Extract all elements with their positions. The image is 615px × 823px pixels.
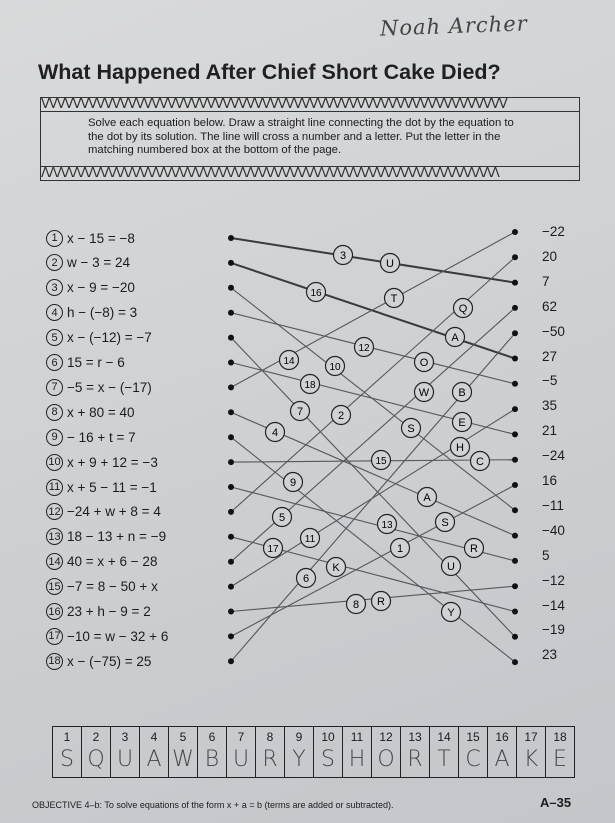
answer-value: 5	[542, 547, 550, 563]
crossing-label	[415, 383, 434, 402]
left-dot	[228, 409, 234, 415]
equation-number: 3	[46, 279, 63, 296]
answer-value: 35	[542, 398, 558, 414]
equation-number: 1	[46, 230, 63, 247]
answer-value: 62	[542, 298, 558, 314]
box-number: 2	[92, 730, 100, 744]
crossing-label	[372, 451, 391, 470]
answer-box[interactable]	[53, 727, 82, 777]
box-letter: R	[407, 747, 423, 772]
crossing-label-text: 7	[296, 406, 304, 418]
box-number: 3	[121, 730, 129, 744]
crossing-label-text: S	[441, 517, 449, 529]
answer-value: −5	[542, 373, 558, 389]
box-letter: Q	[87, 747, 105, 772]
crossing-label	[381, 254, 400, 273]
crossing-label	[355, 338, 374, 357]
left-dot	[228, 260, 234, 266]
box-letter: S	[60, 747, 74, 772]
crossing-label	[332, 406, 351, 425]
right-dot	[512, 634, 518, 640]
equation-number: 10	[46, 454, 63, 471]
left-dot	[228, 534, 234, 540]
box-letter: O	[377, 747, 395, 772]
crossing-label-text: 1	[396, 543, 404, 555]
crossing-label-text: R	[470, 543, 478, 555]
answer-box[interactable]	[546, 727, 574, 777]
crossing-label	[291, 402, 310, 421]
answer-box[interactable]	[459, 727, 488, 777]
box-number: 18	[553, 730, 567, 744]
crossing-label-text: 12	[358, 343, 370, 354]
box-number: 5	[179, 730, 187, 744]
equation-text: h − (−8) = 3	[67, 305, 138, 321]
crossing-label-text: 14	[283, 356, 295, 367]
crossing-label-text: 17	[267, 544, 279, 555]
left-dot	[228, 310, 234, 316]
crossing-label-text: O	[419, 357, 429, 369]
equation-number: 16	[46, 603, 63, 620]
box-letter: T	[437, 747, 451, 772]
right-dot	[512, 457, 518, 463]
box-number: 14	[437, 730, 451, 744]
box-number: 15	[466, 730, 480, 744]
equation-text: −5 = x − (−17)	[67, 379, 152, 395]
answer-box[interactable]	[343, 727, 372, 777]
equation-text: w − 3 = 24	[67, 255, 131, 271]
crossing-label-text: T	[390, 293, 398, 305]
left-dot	[228, 609, 234, 615]
box-letter: U	[232, 747, 250, 772]
crossing-label	[418, 488, 437, 507]
equation-text: x + 5 − 11 = −1	[67, 479, 157, 495]
crossing-label	[442, 603, 461, 622]
crossing-label-text: Q	[458, 303, 468, 315]
equation-text: x − (−12) = −7	[67, 330, 152, 346]
page-number: A–35	[540, 795, 572, 810]
answer-value: 27	[542, 348, 558, 364]
answer-value: 23	[542, 647, 558, 663]
equation-number: 15	[46, 578, 63, 595]
connection-line	[231, 238, 515, 283]
box-letter: U	[116, 747, 134, 772]
answer-box[interactable]	[517, 727, 546, 777]
left-dot	[228, 335, 234, 341]
crossing-label	[436, 513, 455, 532]
crossing-label-text: U	[447, 561, 455, 573]
connection-line	[231, 485, 515, 636]
crossing-label-text: 6	[302, 573, 310, 585]
box-number: 6	[208, 730, 216, 744]
answer-box[interactable]	[169, 727, 198, 777]
left-dot	[228, 285, 234, 291]
answer-box[interactable]	[314, 727, 343, 777]
answer-box[interactable]	[82, 727, 111, 777]
box-number: 12	[379, 730, 393, 744]
crossing-label	[266, 423, 285, 442]
left-dot	[228, 434, 234, 440]
crossing-label-text: 4	[271, 427, 279, 439]
equation-number: 11	[46, 479, 63, 496]
right-dot	[512, 356, 518, 362]
answer-box[interactable]	[401, 727, 430, 777]
crossing-label	[297, 569, 316, 588]
right-dot	[512, 406, 518, 412]
right-dot	[512, 280, 518, 286]
objective-text: OBJECTIVE 4–b: To solve equations of the form x + a = b (terms are added or subtracted).	[32, 800, 394, 810]
zigzag-border-top: VVVVVVVVVVVVVVVVVVVVVVVVVVVVVVVVVVVVVVVVVVVVVVVVVVVVVVVVVVV	[41, 98, 579, 112]
box-letter: R	[262, 747, 278, 772]
equation-text: 40 = x + 6 − 28	[67, 554, 158, 570]
equation-number: 4	[46, 304, 63, 321]
equation-number: 7	[46, 379, 63, 396]
left-dot	[228, 459, 234, 465]
right-dot	[512, 381, 518, 387]
answer-value: −22	[542, 224, 565, 239]
crossing-label	[446, 328, 465, 347]
answer-value: 7	[542, 273, 550, 289]
left-dot	[228, 384, 234, 390]
crossing-label-text: 9	[289, 477, 297, 489]
right-dot	[512, 305, 518, 311]
answer-value: −50	[542, 323, 565, 339]
right-dot	[512, 609, 518, 615]
crossing-label-text: 13	[381, 520, 393, 531]
crossing-label	[264, 539, 283, 558]
equation-text: x − (−75) = 25	[67, 653, 152, 669]
left-dot	[228, 633, 234, 639]
box-number: 17	[524, 730, 538, 744]
crossing-label	[372, 592, 391, 611]
crossing-label-text: K	[332, 562, 340, 574]
box-number: 9	[295, 730, 303, 744]
equation-text: 23 + h − 9 = 2	[67, 604, 151, 619]
crossing-label-text: W	[418, 387, 430, 399]
crossing-label-text: 3	[339, 250, 347, 262]
right-dot	[512, 431, 518, 437]
equation-number: 8	[46, 404, 63, 421]
answer-value: 16	[542, 473, 558, 488]
right-dot	[512, 558, 518, 564]
answer-value: −11	[542, 497, 564, 513]
answer-value: −40	[542, 522, 565, 538]
equation-number: 2	[46, 254, 63, 271]
crossing-label-text: B	[458, 387, 466, 399]
crossing-label-text: A	[423, 492, 431, 504]
equation-text: −7 = 8 − 50 + x	[67, 579, 158, 595]
equation-number: 13	[46, 528, 63, 545]
box-letter: K	[523, 747, 539, 772]
left-dot	[228, 559, 234, 565]
student-name: Noah Archer	[379, 11, 529, 41]
crossing-label	[402, 419, 421, 438]
crossing-label	[280, 351, 299, 370]
box-number: 13	[408, 730, 422, 744]
box-number: 1	[63, 730, 71, 744]
crossing-label-text: 11	[304, 534, 316, 545]
crossing-label-text: U	[386, 258, 394, 270]
right-dot	[512, 583, 518, 589]
box-letter: A	[146, 747, 162, 772]
crossing-label	[415, 353, 434, 372]
answer-box[interactable]	[372, 727, 401, 777]
right-dot	[512, 659, 518, 665]
crossing-label	[465, 539, 484, 558]
answer-box[interactable]	[140, 727, 169, 777]
crossing-label-text: Y	[447, 607, 455, 619]
answer-box[interactable]	[111, 727, 140, 777]
box-letter: Y	[292, 747, 306, 772]
equation-text: − 16 + t = 7	[67, 429, 136, 445]
right-dot	[512, 254, 518, 260]
crossing-label	[385, 289, 404, 308]
crossing-label	[273, 508, 292, 527]
left-dot	[228, 360, 234, 366]
crossing-label-text: A	[451, 332, 459, 344]
crossing-label	[471, 452, 490, 471]
crossing-label-text: 2	[337, 410, 345, 422]
answer-box[interactable]	[430, 727, 459, 777]
crossing-label-text: 15	[375, 456, 387, 467]
answer-value: 20	[542, 248, 558, 264]
left-dot	[228, 584, 234, 590]
answer-box[interactable]	[256, 727, 285, 777]
crossing-label-text: H	[456, 442, 464, 454]
crossing-label-text: 10	[329, 362, 341, 373]
instructions-text: Solve each equation below. Draw a straight line connecting the dot by the equation to the dot by its solution. The line will cross a number and a letter. Put the letter in the matching numbered box at the bottom of the page.	[88, 117, 514, 156]
box-number: 7	[237, 730, 245, 744]
equation-text: 18 − 13 + n = −9	[67, 529, 167, 545]
answer-box[interactable]	[198, 727, 227, 777]
answer-boxes	[52, 726, 575, 778]
equation-number: 5	[46, 329, 63, 346]
crossing-label-text: 5	[278, 512, 286, 524]
equation-text: −24 + w + 8 = 4	[67, 504, 161, 520]
equation-number: 14	[46, 553, 63, 570]
answer-value: 21	[542, 423, 558, 439]
box-number: 16	[495, 730, 509, 744]
equation-text: x + 9 + 12 = −3	[67, 454, 158, 470]
equation-number: 18	[46, 653, 63, 670]
answer-value: −19	[542, 622, 565, 638]
answer-value: −24	[542, 448, 565, 464]
answer-box[interactable]	[227, 727, 256, 777]
answer-value: −14	[542, 597, 565, 613]
right-dot	[512, 533, 518, 539]
crossing-label	[347, 595, 366, 614]
equation-text: −10 = w − 32 + 6	[67, 628, 169, 644]
crossing-label-text: E	[458, 417, 466, 429]
box-number: 8	[266, 730, 274, 744]
crossing-label	[378, 515, 397, 534]
crossing-label	[327, 558, 346, 577]
box-letter: W	[172, 747, 194, 772]
equation-number: 9	[46, 429, 63, 446]
equation-text: x − 15 = −8	[67, 230, 135, 246]
crossing-label-text: 16	[310, 288, 322, 299]
equation-text: x − 9 = −20	[67, 280, 135, 296]
right-dot	[512, 507, 518, 513]
left-dot	[228, 235, 234, 241]
left-dot	[228, 484, 234, 490]
equation-text: 15 = r − 6	[67, 355, 125, 370]
box-letter: H	[348, 747, 366, 772]
crossing-label-text: 18	[304, 380, 316, 391]
box-letter: C	[465, 747, 481, 772]
box-letter: S	[321, 747, 335, 772]
crossing-label	[284, 473, 303, 492]
right-dot	[512, 330, 518, 336]
zigzag-border-bottom: ΛΛΛΛΛΛΛΛΛΛΛΛΛΛΛΛΛΛΛΛΛΛΛΛΛΛΛΛΛΛΛΛΛΛΛΛΛΛΛΛΛΛΛΛΛΛΛΛΛΛΛΛΛΛΛΛΛΛ	[41, 166, 579, 180]
answer-value: −12	[542, 572, 565, 588]
equation-number: 12	[46, 503, 63, 520]
answer-box[interactable]	[285, 727, 314, 777]
left-dot	[228, 658, 234, 664]
equation-number: 17	[46, 628, 63, 645]
crossing-label	[454, 299, 473, 318]
equation-number: 6	[46, 354, 63, 371]
crossing-label	[334, 246, 353, 265]
crossing-label	[326, 357, 345, 376]
crossing-label	[451, 438, 470, 457]
right-dot	[512, 229, 518, 235]
box-letter: E	[553, 747, 567, 772]
crossing-label	[442, 557, 461, 576]
crossing-label	[453, 383, 472, 402]
crossing-label-text: S	[407, 423, 415, 435]
connection-line	[231, 288, 515, 511]
crossing-label-text: 8	[352, 599, 360, 611]
crossing-label-text: C	[476, 456, 484, 468]
box-number: 10	[321, 730, 335, 744]
left-dot	[228, 509, 234, 515]
box-letter: B	[204, 747, 220, 772]
crossing-label	[391, 539, 410, 558]
crossing-label-text: R	[377, 596, 385, 608]
box-number: 11	[350, 730, 364, 744]
worksheet-title: What Happened After Chief Short Cake Died?	[38, 60, 501, 84]
answer-box[interactable]	[488, 727, 517, 777]
crossing-label	[453, 413, 472, 432]
crossing-label	[301, 375, 320, 394]
right-dot	[512, 482, 518, 488]
box-number: 4	[150, 730, 158, 744]
equation-text: x + 80 = 40	[67, 404, 135, 420]
crossing-label	[301, 529, 320, 548]
crossing-label	[307, 283, 326, 302]
box-letter: A	[494, 747, 510, 772]
